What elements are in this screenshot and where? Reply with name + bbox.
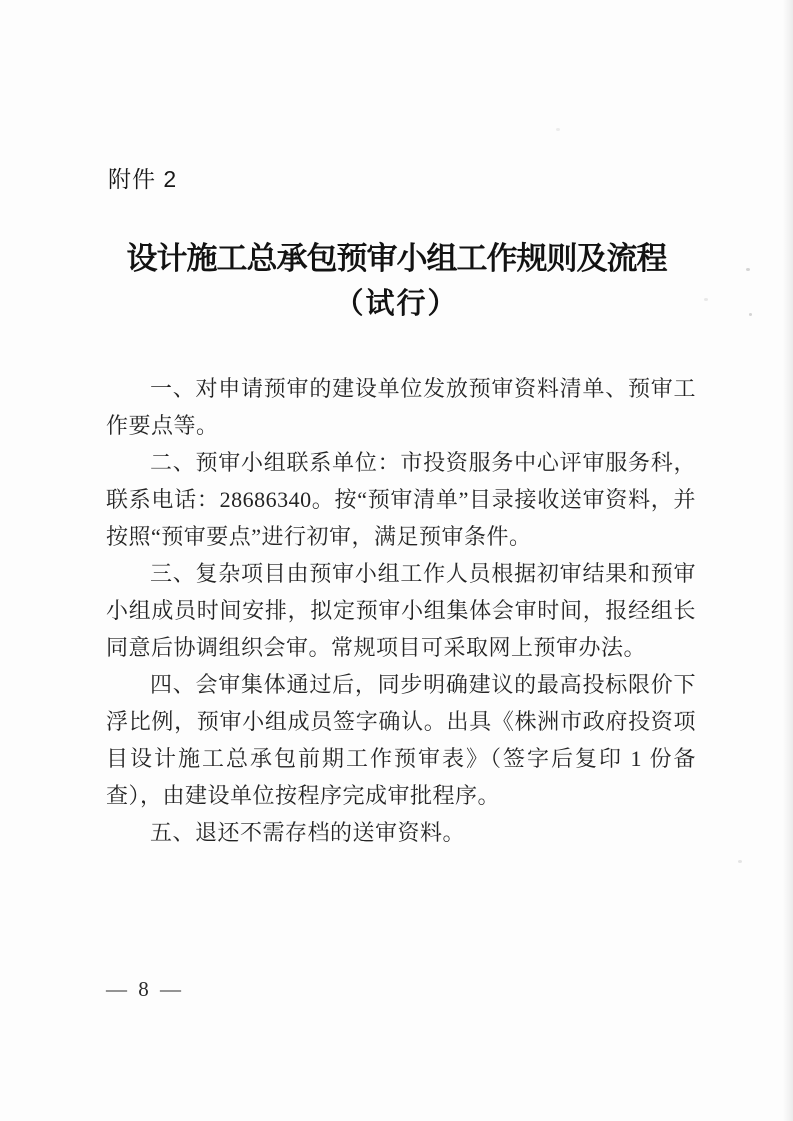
document-title-line-2: （试行） [334, 288, 459, 320]
attachment-label: 附件 2 [108, 166, 178, 192]
body-paragraph: 三、复杂项目由预审小组工作人员根据初审结果和预审小组成员时间安排，拟定预审小组集体会审时间，报经组长同意后协调组织会审。常规项目可采取网上预审办法。 [106, 561, 696, 660]
body-paragraph: 二、预审小组联系单位：市投资服务中心评审服务科，联系电话：28686340。按“预审清单”目录接收送审资料，并按照“预审要点”进行初审，满足预审条件。 [106, 450, 696, 549]
scan-artifact [738, 860, 742, 863]
document-title-line-1: 设计施工总承包预审小组工作规则及流程 [126, 241, 667, 276]
body-paragraph: 四、会审集体通过后，同步明确建议的最高投标限价下浮比例，预审小组成员签字确认。出具《株洲市政府投资项目设计施工总承包前期工作预审表》（签字后复印 1 份备查），由建设单位按程序完成审批程序。 [106, 672, 696, 808]
body-paragraph: 一、对申请预审的建设单位发放预审资料清单、预审工作要点等。 [106, 376, 696, 438]
document-body [106, 370, 696, 851]
body-paragraph: 五、退还不需存档的送审资料。 [150, 820, 466, 845]
document-title [0, 238, 793, 324]
scan-edge-shadow [783, 0, 793, 1121]
page-number: — 8 — [106, 977, 184, 1001]
scan-artifact [556, 128, 560, 131]
